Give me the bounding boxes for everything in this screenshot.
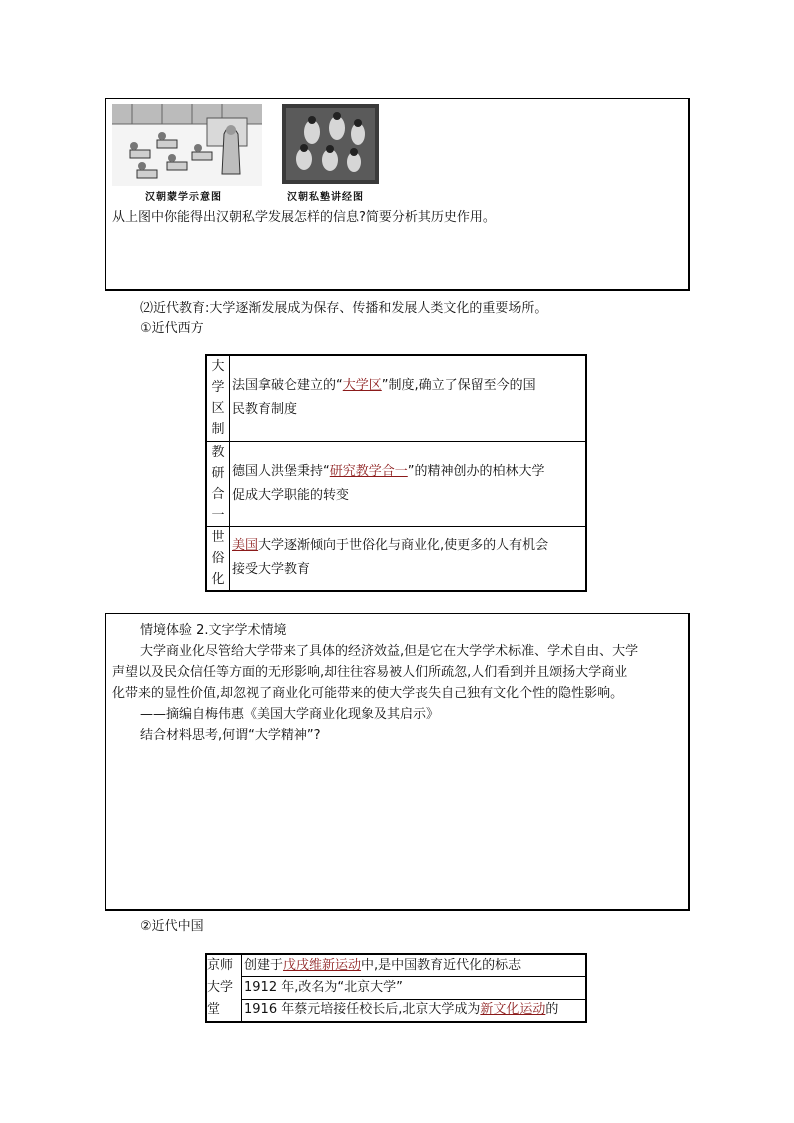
row-content: 德国人洪堡秉持“研究教学合一”的精神创办的柏林大学 促成大学职能的转变 [230,441,587,526]
row-label: 大 学 区 制 [206,355,230,441]
keyword: 新文化运动 [480,1002,546,1018]
scenario-source: ——摘编自梅伟惠《美国大学商业化现象及其启示》 [140,707,440,722]
modern-china-table [205,953,587,1023]
table-row [206,441,586,526]
row-content: 1912 年,改名为“北京大学” [242,977,587,1000]
scenario-paragraph-line2: 声望以及民众信任等方面的无形影响,却往往容易被人们所疏忽,人们看到并且颂扬大学商业 [112,665,628,680]
table-row [206,355,586,441]
box1-question: 从上图中你能得出汉朝私学发展怎样的信息?简要分析其历史作用。 [112,210,496,225]
keyword: 戊戌维新运动 [283,957,362,973]
modern-west-heading: ①近代西方 [140,321,204,336]
modern-west-table [205,354,587,592]
modern-china-heading: ②近代中国 [140,919,204,934]
table-row [206,977,586,1000]
table-row [206,526,586,591]
row-content: 创建于戊戌维新运动中,是中国教育近代化的标志 [242,954,587,977]
row-label: 京师 大学 堂 [206,954,242,1022]
keyword: 大学区 [342,378,382,394]
row-content: 法国拿破仑建立的“大学区”制度,确立了保留至今的国 民教育制度 [230,355,587,441]
scenario-question: 结合材料思考,何谓“大学精神”? [140,728,321,743]
han-primary-school-illustration [112,104,262,186]
scenario-paragraph-line1: 大学商业化尽管给大学带来了具体的经济效益,但是它在大学学术标准、学术自由、大学 [140,644,639,659]
scenario-title: 情境体验 2.文字学术情境 [140,623,287,638]
modern-education-heading: ⑵近代教育:大学逐渐发展成为保存、传播和发展人类文化的重要场所。 [140,301,548,316]
table-row [206,954,586,977]
row-content: 1916 年蔡元培接任校长后,北京大学成为新文化运动的 [242,999,587,1022]
table-row [206,999,586,1022]
han-private-lecture-illustration [282,104,379,184]
row-content: 美国大学逐渐倾向于世俗化与商业化,使更多的人有机会 接受大学教育 [230,526,587,591]
image1-caption: 汉朝蒙学示意图 [145,192,222,203]
scenario-paragraph-line3: 化带来的显性价值,却忽视了商业化可能带来的使大学丧失自己独有文化个性的隐性影响。 [112,686,624,701]
keyword: 美国 [232,538,259,553]
keyword: 研究教学合一 [329,463,408,479]
row-label: 教 研 合 一 [206,441,230,526]
row-label: 世 俗 化 [206,526,230,591]
image2-caption: 汉朝私塾讲经图 [287,192,364,203]
